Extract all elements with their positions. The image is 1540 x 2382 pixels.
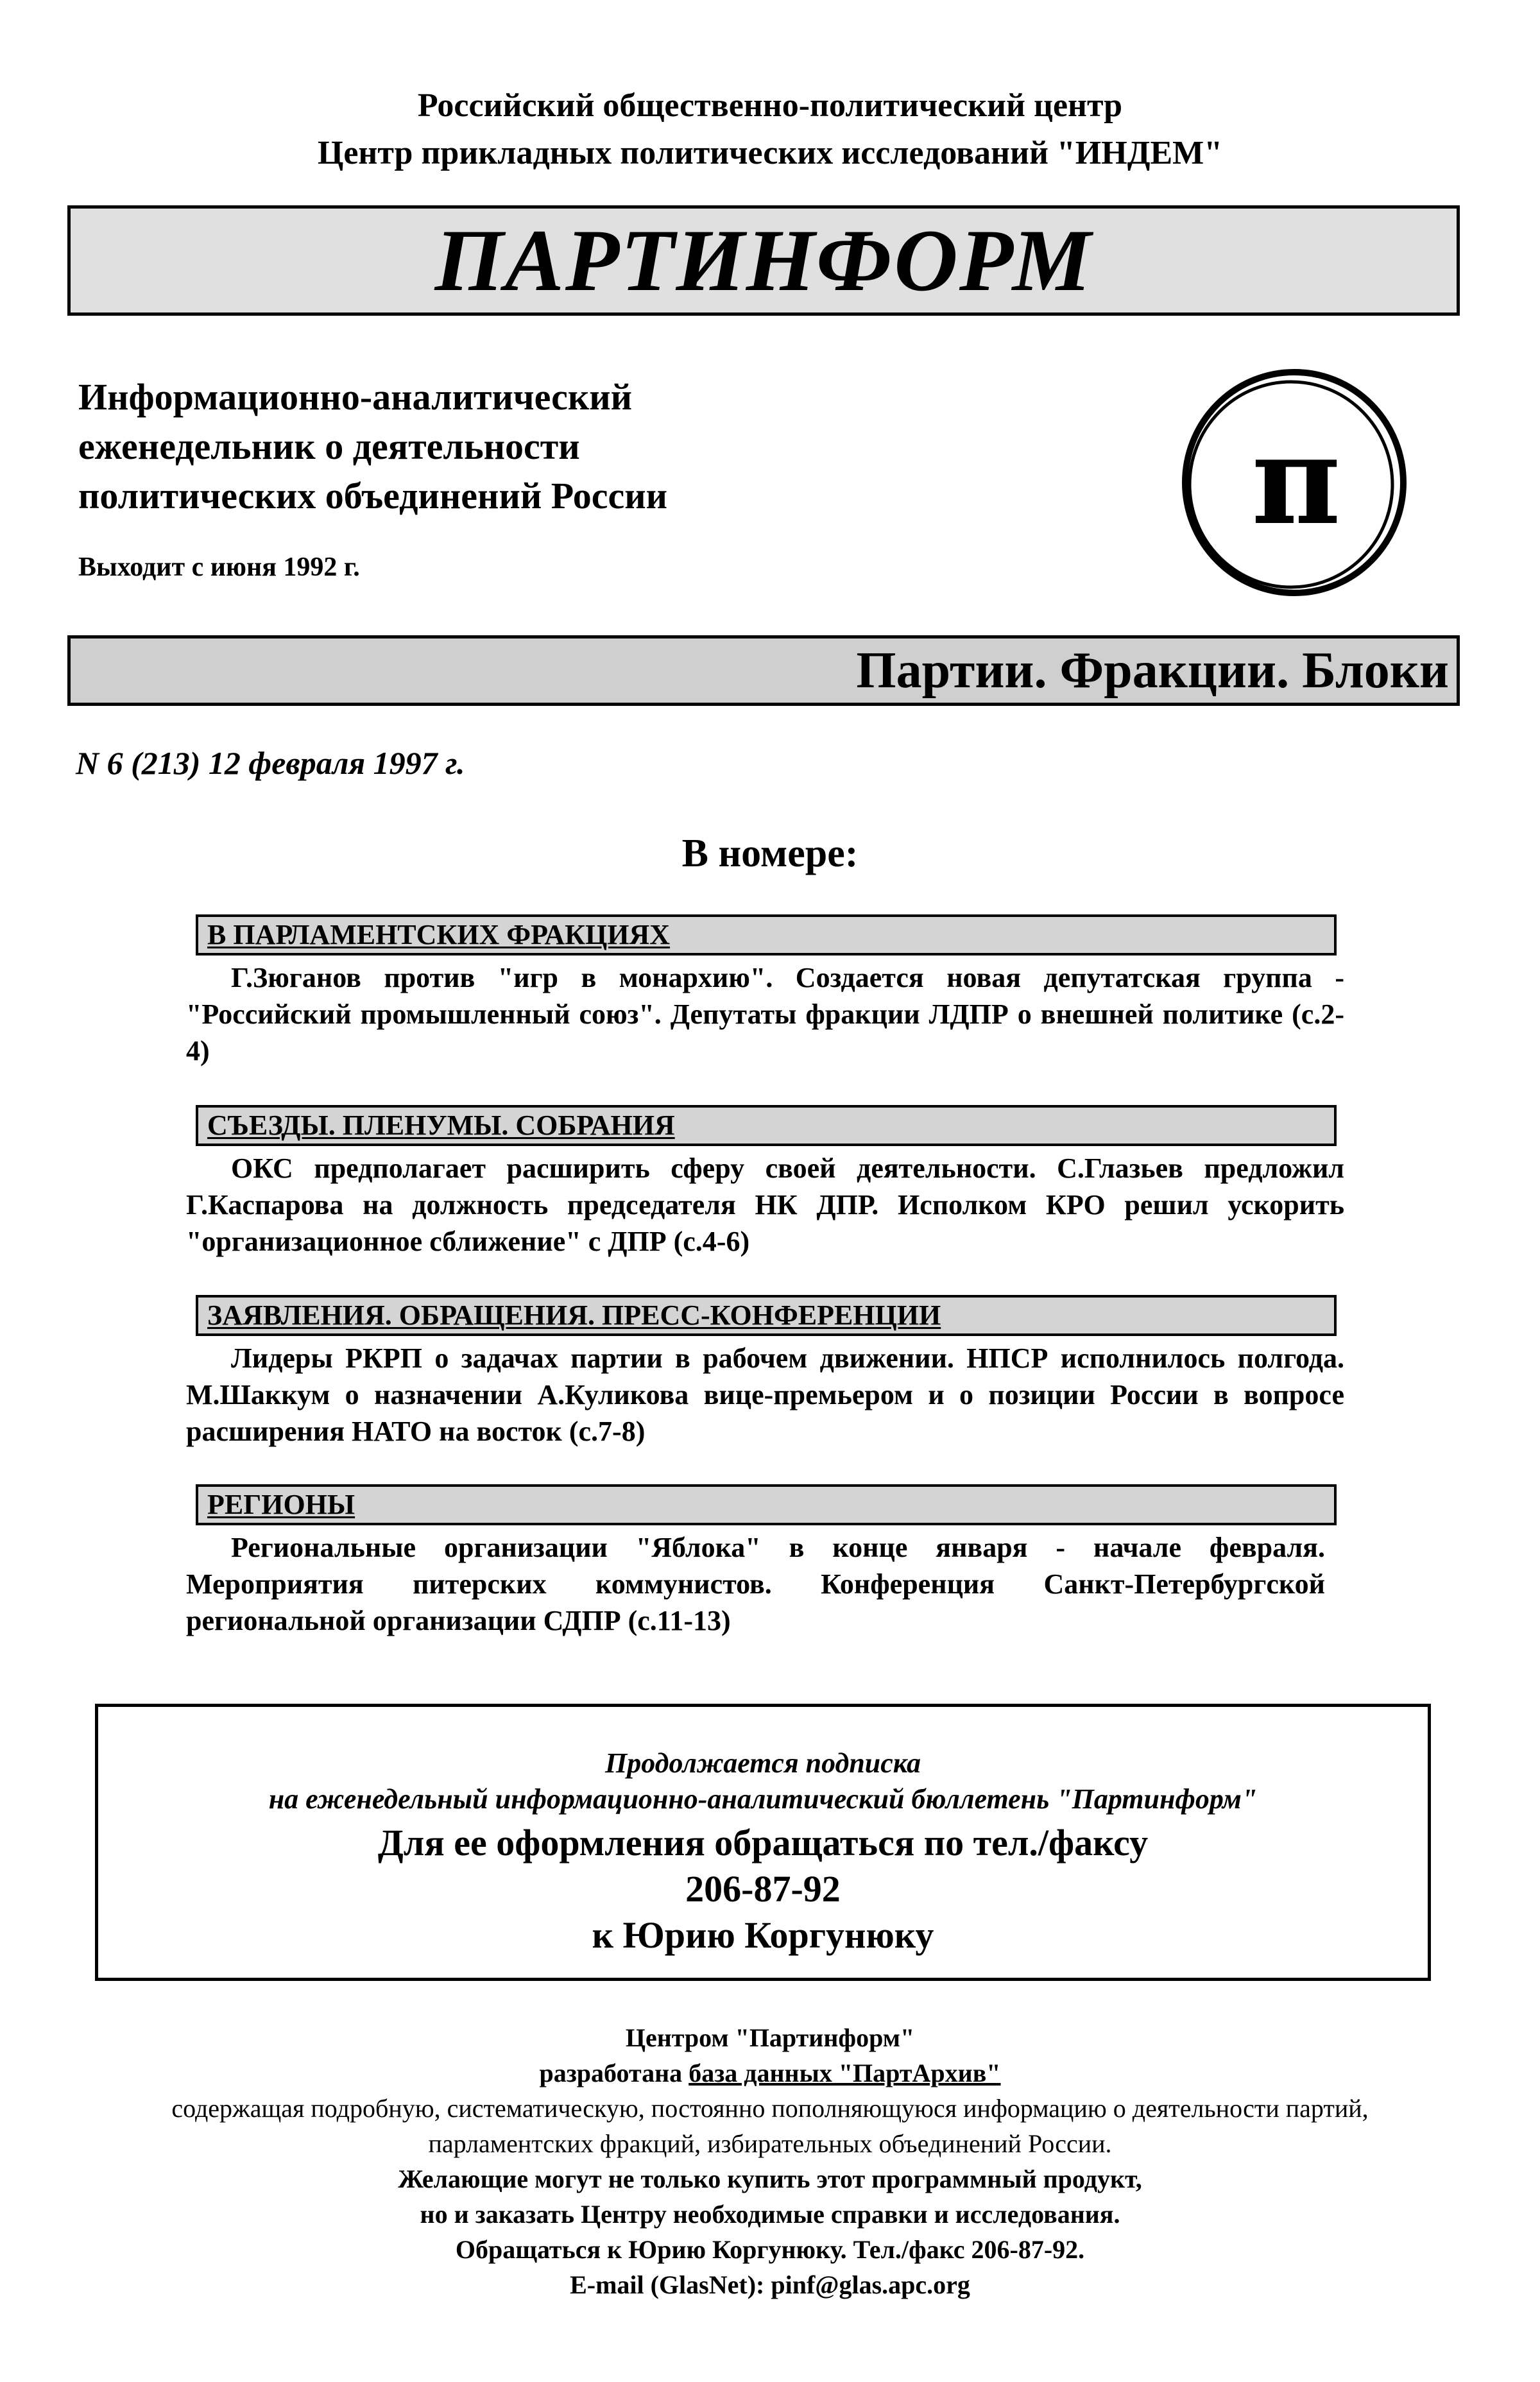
description-line: Информационно-аналитический [78,376,633,418]
issue-number: N 6 (213) 12 февраля 1997 г. [76,745,465,781]
database-link[interactable]: база данных "ПартАрхив" [689,2059,1001,2087]
toc-heading-regions: РЕГИОНЫ [196,1484,1337,1525]
footer-line: Центром "Партинформ" [625,2023,915,2052]
footer-text: разработана [539,2059,689,2087]
header-organization: Российский общественно-политический центр [417,87,1123,124]
toc-heading-parliament: В ПАРЛАМЕНТСКИХ ФРАКЦИЯХ [196,914,1337,955]
footer [0,2020,1540,2302]
subscription-box [95,1704,1431,1981]
pi-symbol: π [1251,409,1341,552]
toc-heading-statements: ЗАЯВЛЕНИЯ. ОБРАЩЕНИЯ. ПРЕСС-КОНФЕРЕНЦИИ [196,1295,1337,1336]
footer-email: E-mail (GlasNet): pinf@glas.apc.org [570,2270,970,2299]
footer-line: но и заказать Центру необходимые справки и исследования. [420,2200,1120,2229]
section-title: Партии. Фракции. Блоки [856,642,1449,699]
subscription-contact: Для ее оформления обращаться по тел./факсу [377,1822,1149,1864]
section-banner [67,635,1460,706]
footer-line: Обращаться к Юрию Коргунюку. Тел./факс 206-87-92. [455,2235,1085,2264]
footer-line: Желающие могут не только купить этот программный продукт, [398,2164,1142,2193]
subscription-person: к Юрию Коргунюку [592,1914,934,1956]
description-line: еженедельник о деятельности [78,425,580,467]
title-banner [67,205,1460,316]
subscription-line: на еженедельный информационно-аналитический бюллетень "Партинформ" [268,1783,1258,1815]
footer-line: содержащая подробную, систематическую, постоянно пополняющуюся информацию о деятельности партий, [171,2094,1369,2123]
toc-heading-congresses: СЪЕЗДЫ. ПЛЕНУМЫ. СОБРАНИЯ [196,1105,1337,1146]
toc-text-parliament: Г.Зюганов против "игр в монархию". Создается новая депутатская группа - "Российский промышленный союз". Депутаты фракции ЛДПР о внешней политике (с.2-4) [186,962,1344,1067]
in-issue-heading: В номере: [681,832,859,875]
since-date: Выходит с июня 1992 г. [78,553,360,582]
publication-description [78,372,1041,520]
header [0,82,1540,177]
description-line: политических объединений России [78,475,668,517]
subscription-line: Продолжается подписка [604,1747,921,1779]
footer-line [0,2055,1540,2091]
toc-text-regions: Региональные организации "Яблока" в конце января - начале февраля. Мероприятия питерских коммунистов. Конференция Санкт-Петербургской региональной организации СДПР (с.11-13) [186,1532,1325,1636]
header-center: Центр прикладных политических исследований "ИНДЕМ" [317,135,1223,171]
toc-text-statements: Лидеры РКРП о задачах партии в рабочем движении. НПСР исполнилось полгода. М.Шаккум о назначении А.Куликова вице-премьером и о позиции России в вопросе расширения НАТО на восток (с.7-8) [186,1342,1344,1447]
footer-line: парламентских фракций, избирательных объединений России. [428,2129,1112,2158]
pi-logo-icon [1174,363,1415,603]
subscription-phone: 206-87-92 [685,1868,841,1910]
toc-text-congresses: ОКС предполагает расширить сферу своей деятельности. С.Глазьев предложил Г.Каспарова на должность председателя НК ДПР. Исполком КРО решил ускорить "организационное сближение" с ДПР (с.4-6) [186,1152,1344,1257]
publication-title: ПАРТИНФОРМ [434,211,1093,309]
